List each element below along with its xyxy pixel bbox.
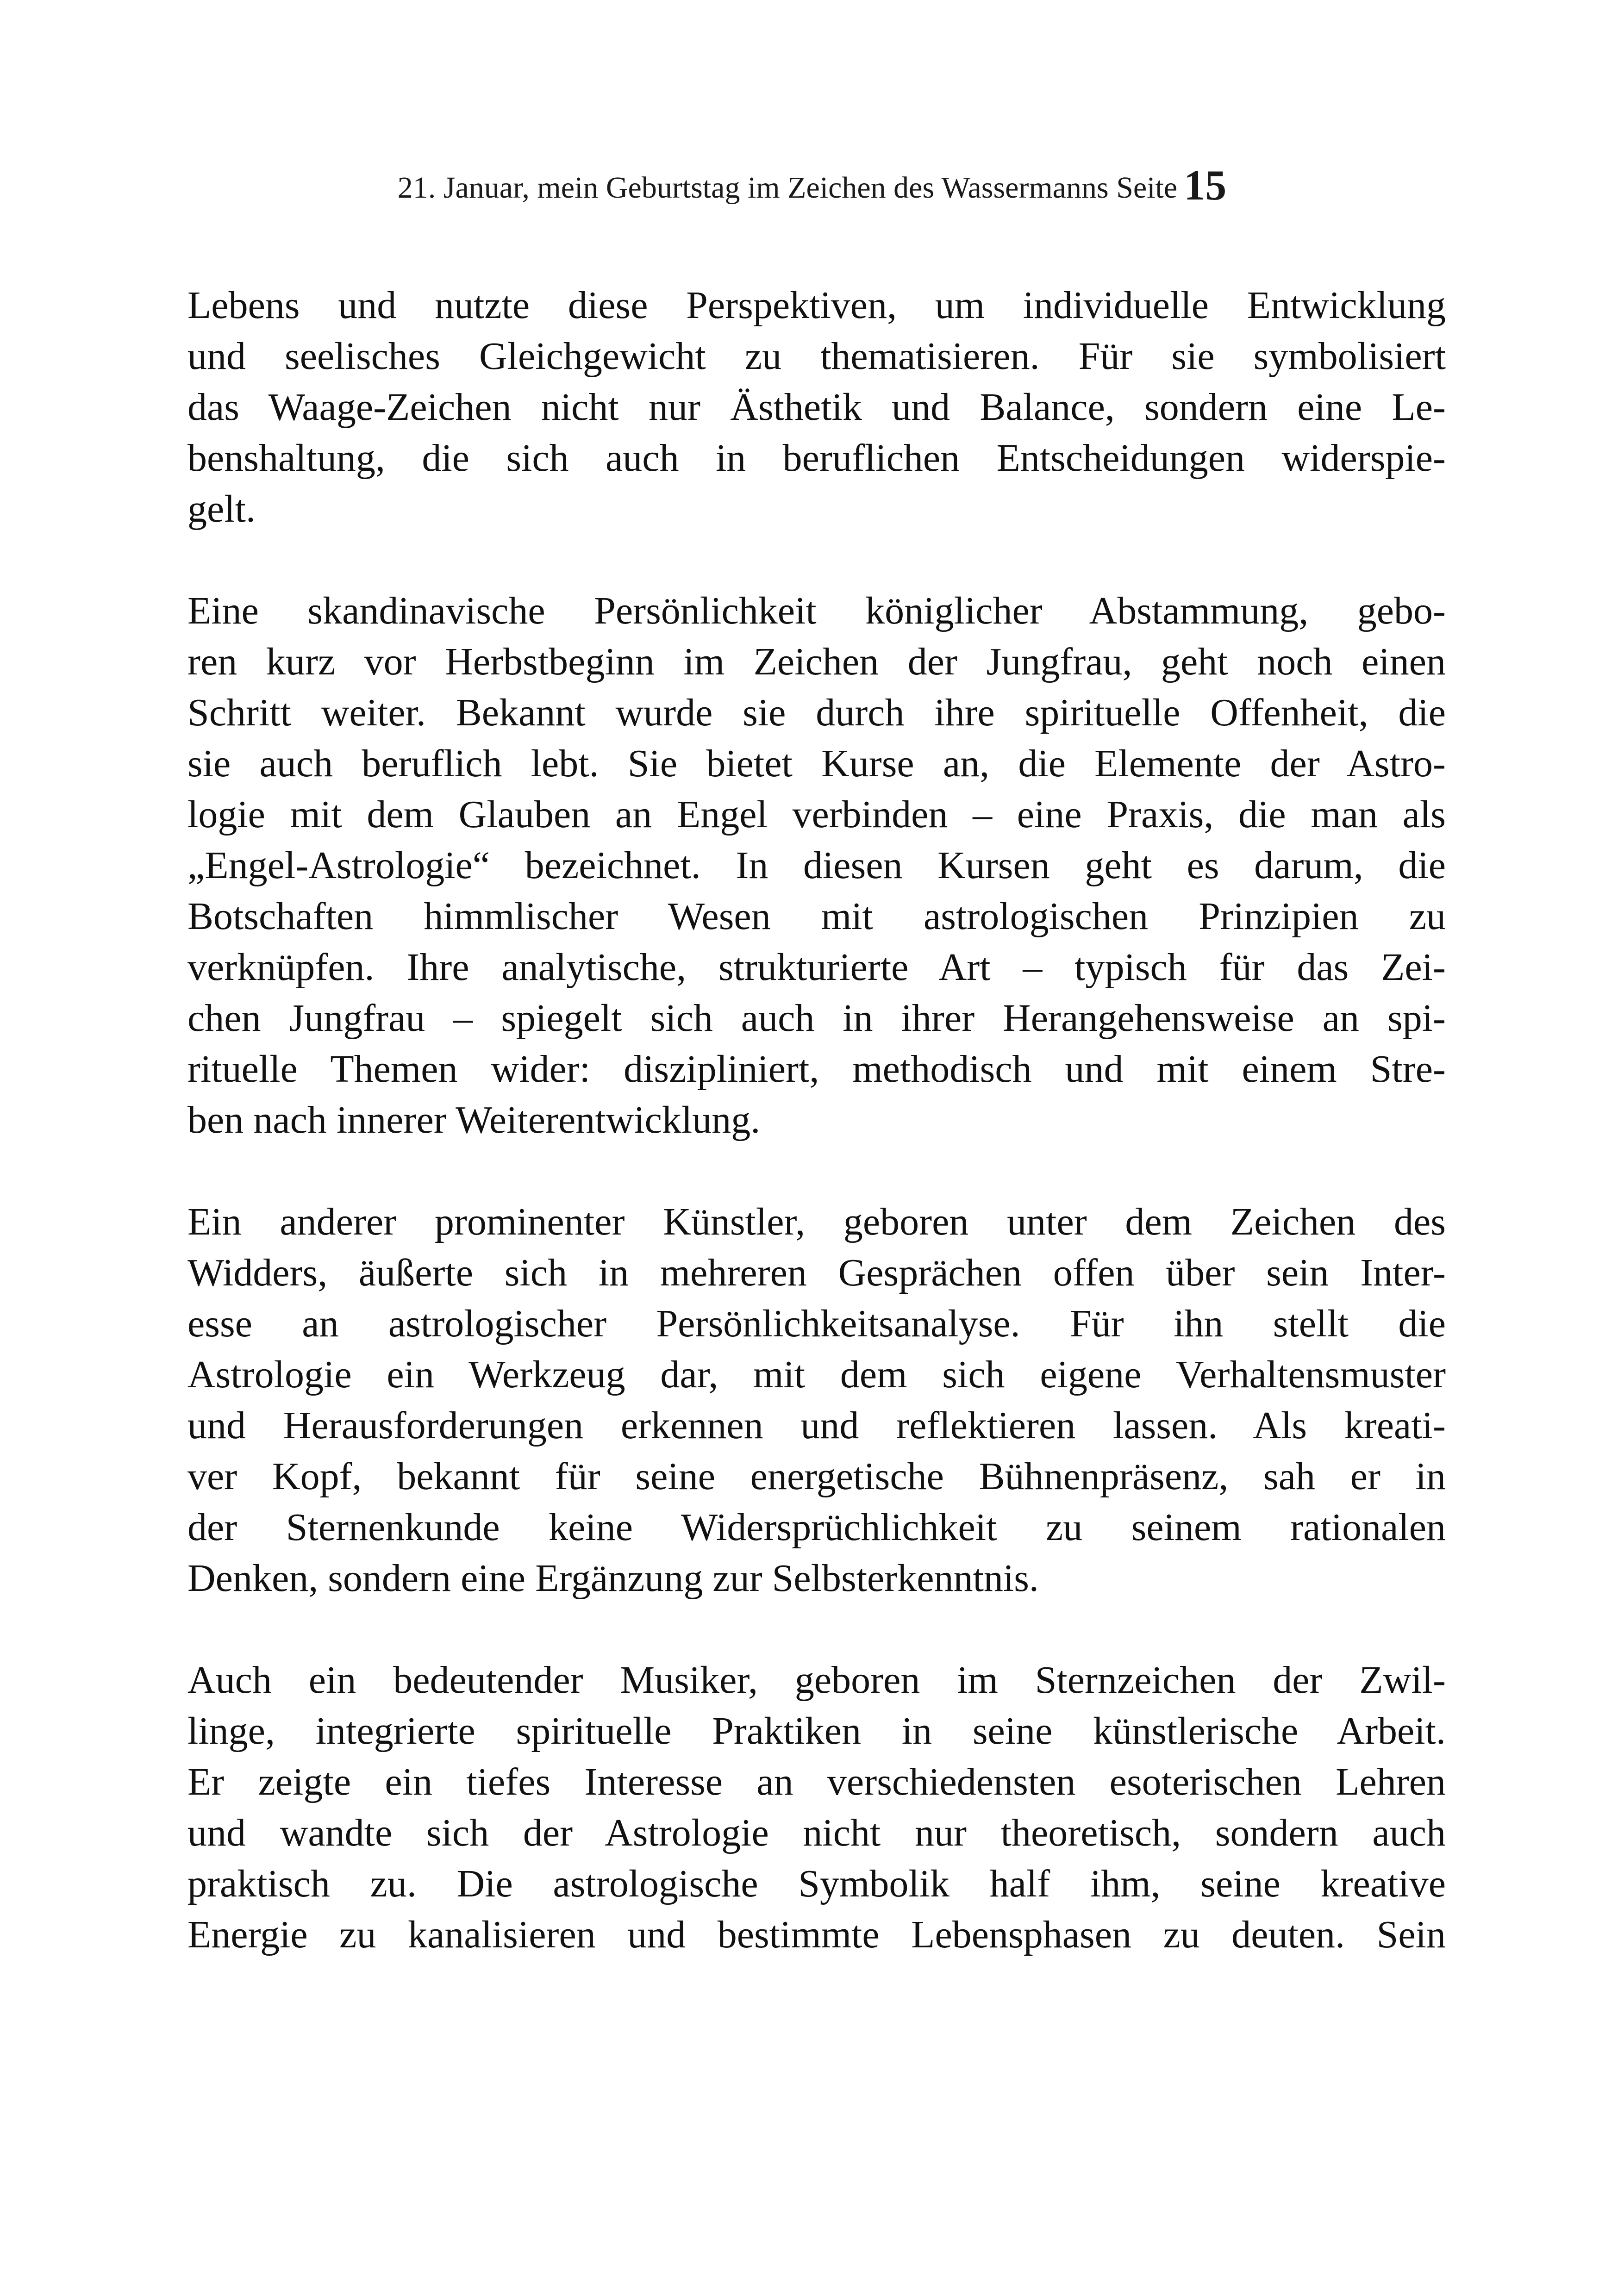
body-text (187, 280, 1446, 1960)
text-line: chen Jungfrau – spiegelt sich auch in ihrer Herangehensweise an spi- (187, 997, 1446, 1040)
text-line: der Sternenkunde keine Widersprüchlichkeit zu seinem rationalen (187, 1506, 1446, 1549)
text-line: benshaltung, die sich auch in beruflichen Entscheidungen widerspie- (187, 437, 1446, 480)
text-line: Botschaften himmlischer Wesen mit astrologischen Prinzipien zu (187, 895, 1446, 938)
text-line: und seelisches Gleichgewicht zu thematisieren. Für sie symbolisiert (187, 335, 1446, 378)
text-line: das Waage-Zeichen nicht nur Ästhetik und Balance, sondern eine Le- (187, 386, 1446, 429)
text-line: ben nach innerer Weiterentwicklung. (187, 1098, 761, 1141)
text-line: logie mit dem Glauben an Engel verbinden – eine Praxis, die man als (187, 793, 1446, 836)
text-line: praktisch zu. Die astrologische Symbolik half ihm, seine kreative (187, 1862, 1446, 1905)
text-line: gelt. (187, 487, 256, 530)
text-line: Widders, äußerte sich in mehreren Gesprächen offen über sein Inter- (187, 1251, 1446, 1294)
text-line: esse an astrologischer Persönlichkeitsanalyse. Für ihn stellt die (187, 1302, 1446, 1345)
text-line: ren kurz vor Herbstbeginn im Zeichen der Jungfrau, geht noch einen (187, 640, 1446, 683)
text-line: Eine skandinavische Persönlichkeit königlicher Abstammung, gebo- (187, 589, 1446, 632)
text-line: und wandte sich der Astrologie nicht nur theoretisch, sondern auch (187, 1811, 1446, 1854)
running-title: 21. Januar, mein Geburtstag im Zeichen des Wassermanns Seite (397, 171, 1178, 205)
text-line: Energie zu kanalisieren und bestimmte Lebensphasen zu deuten. Sein (187, 1913, 1446, 1956)
text-line: und Herausforderungen erkennen und reflektieren lassen. Als kreati- (187, 1404, 1446, 1447)
text-line: rituelle Themen wider: diszipliniert, methodisch und mit einem Stre- (187, 1048, 1446, 1091)
text-line: Ein anderer prominenter Künstler, geboren unter dem Zeichen des (187, 1200, 1446, 1243)
paragraph-4 (187, 1655, 1446, 1960)
paragraph-3 (187, 1197, 1446, 1604)
text-line: Astrologie ein Werkzeug dar, mit dem sich eigene Verhaltensmuster (187, 1353, 1446, 1396)
text-line: linge, integrierte spirituelle Praktiken in seine künstlerische Arbeit. (187, 1709, 1446, 1752)
paragraph-2 (187, 586, 1446, 1146)
text-line: sie auch beruflich lebt. Sie bietet Kurse an, die Elemente der Astro- (187, 742, 1446, 785)
text-line: verknüpfen. Ihre analytische, strukturierte Art – typisch für das Zei- (187, 946, 1446, 989)
page-number: 15 (1184, 162, 1227, 209)
text-line: Schritt weiter. Bekannt wurde sie durch ihre spirituelle Offenheit, die (187, 691, 1446, 734)
text-line: Er zeigte ein tiefes Interesse an verschiedensten esoterischen Lehren (187, 1760, 1446, 1803)
text-line: ver Kopf, bekannt für seine energetische Bühnenpräsenz, sah er in (187, 1455, 1446, 1498)
text-line: Auch ein bedeutender Musiker, geboren im Sternzeichen der Zwil- (187, 1659, 1446, 1702)
text-line: „Engel-Astrologie“ bezeichnet. In diesen Kursen geht es darum, die (187, 844, 1446, 887)
text-line: Lebens und nutzte diese Perspektiven, um individuelle Entwicklung (187, 284, 1446, 327)
paragraph-1 (187, 280, 1446, 535)
running-header (0, 164, 1624, 209)
text-line: Denken, sondern eine Ergänzung zur Selbsterkenntnis. (187, 1557, 1039, 1600)
